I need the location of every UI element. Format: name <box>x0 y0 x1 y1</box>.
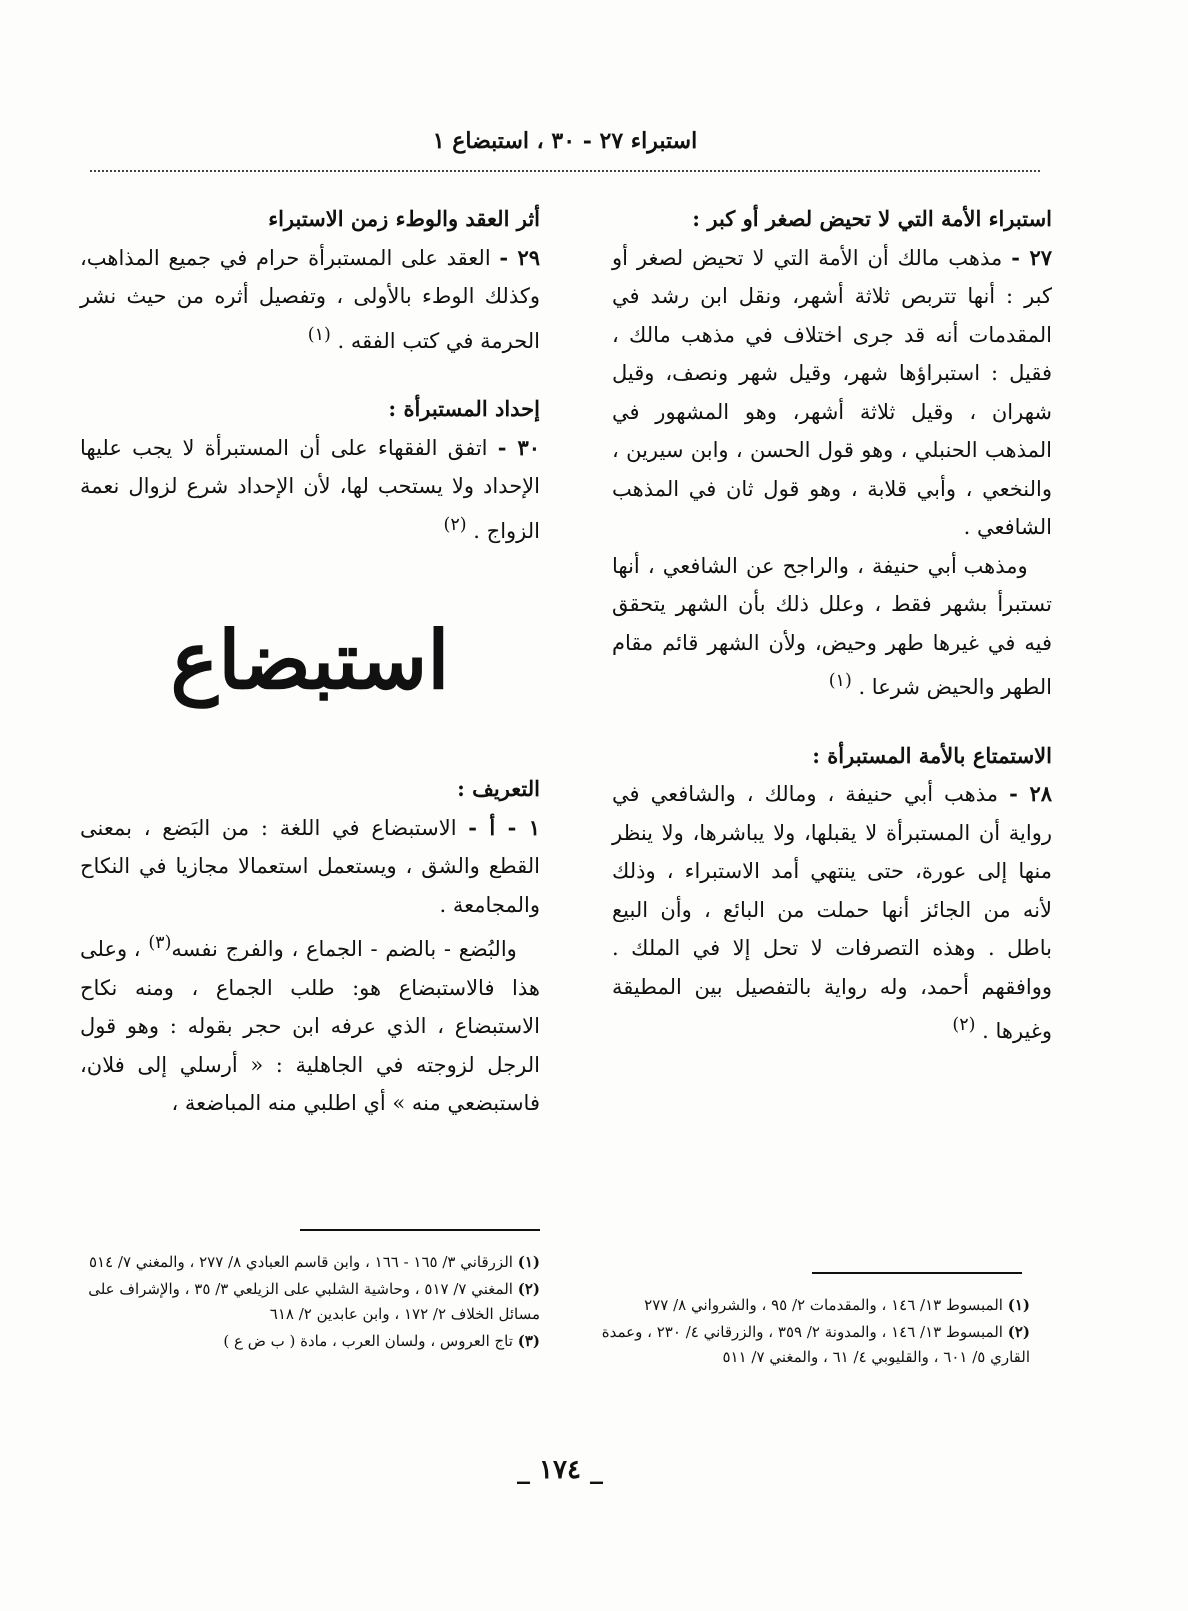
footnote-ref: (٢) <box>952 1015 976 1035</box>
footnote-number: (١) <box>1007 1296 1030 1314</box>
footnote-ref: (٣) <box>148 933 172 953</box>
paragraph <box>612 775 1052 1051</box>
paragraph <box>80 239 540 361</box>
footnote-text: تاج العروس ، ولسان العرب ، مادة ( ب ض ع ) <box>223 1332 513 1350</box>
page-number: _ ١٧٤ _ <box>516 1455 604 1485</box>
paragraph-number: ١ - أ - <box>468 814 540 840</box>
section-heading: أثر العقد والوطء زمن الاستبراء <box>268 206 540 231</box>
section-heading: استبراء الأمة التي لا تحيض لصغر أو كبر : <box>692 206 1052 231</box>
footnote-text: المبسوط ١٣/ ١٤٦ ، والمقدمات ٢/ ٩٥ ، والشرواني ٨/ ٢٧٧ <box>644 1296 1003 1314</box>
right-column <box>612 200 1052 1051</box>
paragraph-number: ٢٨ - <box>1009 781 1053 806</box>
footnotes-right <box>590 1293 1030 1372</box>
paragraph-number: ٣٠ - <box>497 434 540 460</box>
footnote-number: (٢) <box>517 1280 540 1298</box>
footnote <box>590 1320 1030 1370</box>
header-divider <box>90 170 1040 172</box>
footnotes-left <box>80 1250 540 1356</box>
paragraph-number: ٢٩ - <box>499 244 540 270</box>
paragraph-text: مذهب مالك أن الأمة التي لا تحيض لصغر أو كبر : أنها تتربص ثلاثة أشهر، ونقل ابن رشد في المقدمات أنه قد جرى اختلاف في مذهب مالك ، فقيل : استبراؤها شهر، وقيل شهر ونصف، وقيل شهران ، وقيل ثلاثة أشهر، وهو المشهور في المذهب الحنبلي ، وهو قول الحسن ، وابن سيرين ، والنخعي ، وأبي قلابة ، وهو قول ثان في المذهب الشافعي . <box>612 245 1052 539</box>
left-column <box>80 200 540 1123</box>
footnote-ref: (٢) <box>443 514 467 535</box>
paragraph <box>80 924 540 1123</box>
footnote-text: المبسوط ١٣/ ١٤٦ ، والمدونة ٢/ ٣٥٩ ، والزرقاني ٤/ ٢٣٠ ، وعمدة القاري ٥/ ٦٠١ ، والقليوبي ٤/ ٦١ ، والمغني ٧/ ٥١١ <box>601 1323 1030 1366</box>
paragraph-text: العقد على المستبرأة حرام في جميع المذاهب، وكذلك الوطء بالأولى ، وتفصيل أثره من حيث نشر الحرمة في كتب الفقه . <box>80 245 540 353</box>
paragraph-text: مذهب أبي حنيفة ، ومالك ، والشافعي في رواية أن المستبرأة لا يقبلها، ولا يباشرها، ولا ينظر منها إلى عورة، حتى ينتهي أمد الاستبراء ، وذلك لأنه من الجائز أنها حملت من البائع ، وأن البيع باطل . وهذه التصرفات لا تحل إلا في الملك . ووافقهم أحمد، وله رواية بالتفصيل بين المطيقة وغيرها . <box>612 782 1052 1043</box>
footnote-ref: (١) <box>307 324 331 345</box>
paragraph-text: والبُضع - بالضم - الجماع ، والفرج نفسه <box>171 937 517 961</box>
paragraph-text: ، وعلى هذا فالاستبضاع هو: طلب الجماع ، ومنه نكاح الاستبضاع ، الذي عرفه ابن حجر بقوله : وهو قول الرجل لزوجته في الجاهلية : « أرسلي إلى فلان، فاستبضعي منه » أي اطلبي منه المباضعة ، <box>80 937 540 1115</box>
paragraph-text: ومذهب أبي حنيفة ، والراجح عن الشافعي ، أنها تستبرأ بشهر فقط ، وعلل ذلك بأن الشهر يتحقق فيه في غيرها طهر وحيض، ولأن الشهر قائم مقام الطهر والحيض شرعا . <box>612 553 1052 699</box>
footnote <box>80 1329 540 1354</box>
paragraph <box>80 429 540 551</box>
footnote-text: المغني ٧/ ٥١٧ ، وحاشية الشلبي على الزيلعي ٣/ ٣٥ ، والإشراف على مسائل الخلاف ٢/ ١٧٢ ، وابن عابدين ٢/ ٦١٨ <box>88 1280 540 1323</box>
footnote-number: (٢) <box>1007 1323 1030 1341</box>
footnote-text: الزرقاني ٣/ ١٦٥ - ١٦٦ ، وابن قاسم العبادي ٨/ ٢٧٧ ، والمغني ٧/ ٥١٤ <box>88 1253 513 1271</box>
paragraph-text: الاستبضاع في اللغة : من البَضع ، بمعنى القطع والشق ، ويستعمل استعمالا مجازيا في النكاح والمجامعة . <box>80 815 541 917</box>
section-heading: التعريف : <box>457 776 540 801</box>
footnote-divider-right <box>812 1272 1022 1274</box>
spacer <box>80 360 540 390</box>
paragraph-text: اتفق الفقهاء على أن المستبرأة لا يجب عليها الإحداد ولا يستحب لها، لأن الإحداد شرع لزوال نعمة الزواج . <box>80 435 540 543</box>
footnote-ref: (١) <box>828 671 852 691</box>
paragraph <box>80 809 540 925</box>
page-header: استبراء ٢٧ - ٣٠ ، استبضاع ١ <box>432 128 698 154</box>
spacer <box>612 707 1052 737</box>
footnote <box>80 1277 540 1327</box>
entry-title: استبضاع <box>170 613 450 707</box>
footnote-number: (١) <box>517 1253 540 1271</box>
paragraph <box>612 239 1052 547</box>
paragraph-number: ٢٧ - <box>1011 244 1052 270</box>
paragraph <box>612 547 1052 707</box>
footnote-divider-left <box>300 1229 540 1231</box>
section-heading: الاستمتاع بالأمة المستبرأة : <box>812 742 1052 768</box>
footnote <box>80 1250 540 1275</box>
footnote <box>590 1293 1030 1318</box>
section-heading: إحداد المستبرأة : <box>388 396 540 421</box>
footnote-number: (٣) <box>517 1332 540 1350</box>
